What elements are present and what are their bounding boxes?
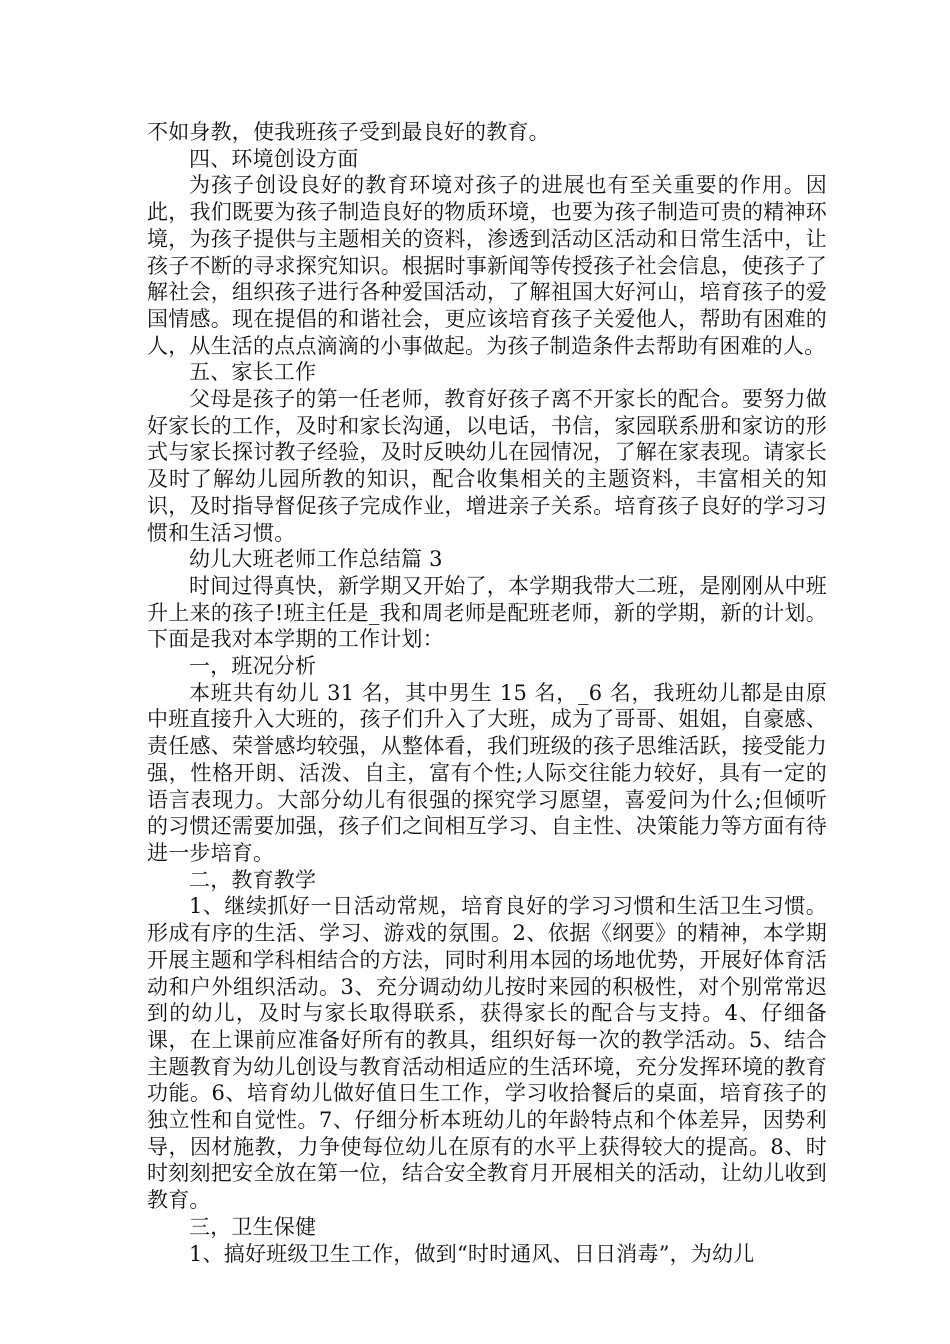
- article-title: 幼儿大班老师工作总结篇 3: [189, 547, 443, 572]
- paragraph-parents: 父母是孩子的第一任老师，教育好孩子离不开家长的配合。要努力做好家长的工作，及时和家长沟通，以电话，书信，家园联系册和家访的形式与家长探讨教子经验，及时反映幼儿在园情况，了解在家表现。请家长及时了解幼儿园所教的知识，配合收集相关的主题资料，丰富相关的知识，及时指导督促孩子完成作业，增进亲子关系。培育孩子良好的学习习惯和生活习惯。: [147, 387, 827, 545]
- section-heading-class-analysis: 一，班况分析: [189, 654, 317, 679]
- section-heading-teaching: 二，教育教学: [189, 867, 317, 892]
- document-body: [147, 119, 827, 1267]
- section-heading-environment: 四、环境创设方面: [189, 146, 359, 171]
- section-heading-parents: 五、家长工作: [189, 360, 317, 385]
- paragraph-health: 1、搞好班级卫生工作，做到“时时通风、日日消毒”，为幼儿: [189, 1241, 755, 1266]
- paragraph-class-analysis: 本班共有幼儿 31 名，其中男生 15 名，_6 名，我班幼儿都是由原中班直接升入大班的，孩子们升入了大班，成为了哥哥、姐姐，自豪感、责任感、荣誉感均较强，从整体看，我们班级的孩子思维活跃，接受能力强，性格开朗、活泼、自主，富有个性;人际交往能力较好，具有一定的语言表现力。大部分幼儿有很强的探究学习愿望，喜爱问为什么;但倾听的习惯还需要加强，孩子们之间相互学习、自主性、决策能力等方面有待进一步培育。: [147, 680, 827, 865]
- paragraph-continuation: 不如身教，使我班孩子受到最良好的教育。: [147, 120, 550, 144]
- paragraph-environment: 为孩子创设良好的教育环境对孩子的进展也有至关重要的作用。因此，我们既要为孩子制造良好的物质环境，也要为孩子制造可贵的精神环境，为孩子提供与主题相关的资料，渗透到活动区活动和日常生活中，让孩子不断的寻求探究知识。根据时事新闻等传授孩子社会信息，使孩子了解社会，组织孩子进行各种爱国活动，了解祖国大好河山，培育孩子的爱国情感。现在提倡的和谐社会，更应该培育孩子关爱他人，帮助有困难的人，从生活的点点滴滴的小事做起。为孩子制造条件去帮助有困难的人。: [147, 173, 827, 358]
- section-heading-health: 三，卫生保健: [189, 1214, 317, 1239]
- paragraph-teaching: 1、继续抓好一日活动常规，培育良好的学习习惯和生活卫生习惯。形成有序的生活、学习、游戏的氛围。2、依据《纲要》的精神，本学期开展主题和学科相结合的方法，同时利用本园的场地优势，开展好体育活动和户外组织活动。3、充分调动幼儿按时来园的积极性，对个别常常迟到的幼儿，及时与家长取得联系，获得家长的配合与支持。4、仔细备课，在上课前应准备好所有的教具，组织好每一次的教学活动。5、结合主题教育为幼儿创设与教育活动相适应的生活环境，充分发挥环境的教育功能。6、培育幼儿做好值日生工作，学习收拾餐后的桌面，培育孩子的独立性和自觉性。7、仔细分析本班幼儿的年龄特点和个体差异，因势利导，因材施教，力争使每位幼儿在原有的水平上获得较大的提高。8、时时刻刻把安全放在第一位，结合安全教育月开展相关的活动，让幼儿收到教育。: [147, 894, 827, 1213]
- paragraph-intro: 时间过得真快，新学期又开始了，本学期我带大二班，是刚刚从中班升上来的孩子!班主任是_我和周老师是配班老师，新的学期，新的计划。下面是我对本学期的工作计划：: [147, 573, 827, 652]
